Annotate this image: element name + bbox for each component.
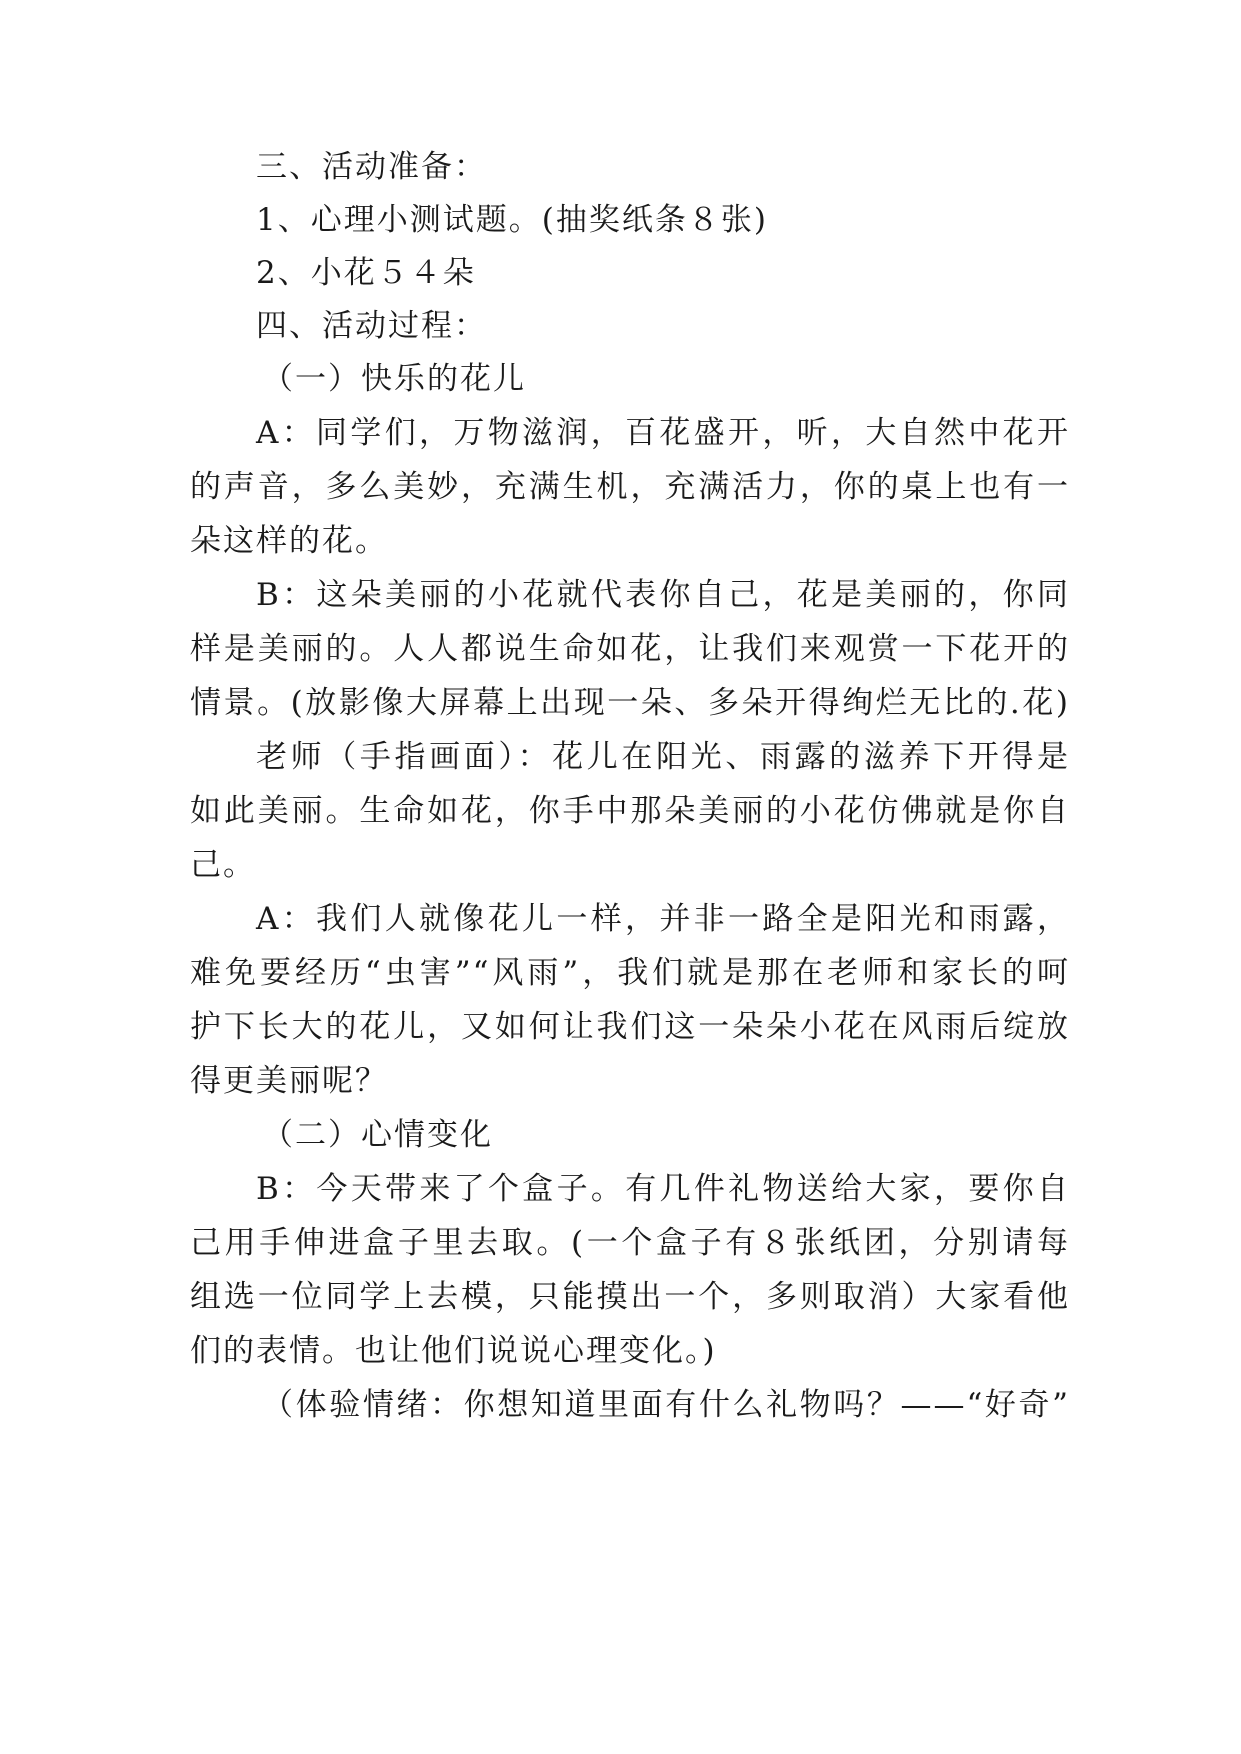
- paragraph-line: 护下长大的花儿，又如何让我们这一朵朵小花在风雨后绽放: [190, 1009, 1070, 1045]
- paragraph-line: （体验情绪：你想知道里面有什么礼物吗？——“好奇”: [262, 1387, 1070, 1423]
- paragraph-line: 样是美丽的。人人都说生命如花，让我们来观赏一下花开的: [190, 631, 1070, 667]
- paragraph-line: 难免要经历“虫害”“风雨”，我们就是那在老师和家长的呵: [190, 955, 1070, 991]
- subsection-heading-happy-flowers: （一）快乐的花儿: [262, 361, 526, 397]
- paragraph-line: B：今天带来了个盒子。有几件礼物送给大家，要你自: [256, 1171, 1070, 1207]
- paragraph-line: 组选一位同学上去模，只能摸出一个，多则取消）大家看他: [190, 1279, 1070, 1315]
- paragraph-line: 的声音，多么美妙，充满生机，充满活力，你的桌上也有一: [190, 469, 1070, 505]
- paragraph-line: 己。: [190, 847, 256, 883]
- paragraph-line: A：同学们，万物滋润，百花盛开，听，大自然中花开: [256, 415, 1070, 451]
- paragraph-line: 情景。(放影像大屏幕上出现一朵、多朵开得绚烂无比的.花): [190, 685, 1070, 721]
- preparation-item-1: 1、心理小测试题。(抽奖纸条８张): [256, 202, 768, 238]
- subsection-heading-mood-change: （二）心情变化: [262, 1117, 493, 1153]
- paragraph-line: B：这朵美丽的小花就代表你自己，花是美丽的，你同: [256, 577, 1070, 613]
- section-heading-preparation: 三、活动准备：: [256, 149, 487, 185]
- paragraph-line: 己用手伸进盒子里去取。(一个盒子有８张纸团，分别请每: [190, 1225, 1070, 1261]
- paragraph-line: 朵这样的花。: [190, 523, 388, 559]
- paragraph-line: 们的表情。也让他们说说心理变化。): [190, 1333, 717, 1369]
- section-heading-process: 四、活动过程：: [256, 308, 487, 344]
- preparation-item-2: 2、小花５４朵: [256, 255, 476, 291]
- paragraph-line: 得更美丽呢？: [190, 1063, 388, 1099]
- paragraph-line: A：我们人就像花儿一样，并非一路全是阳光和雨露，: [256, 901, 1070, 937]
- paragraph-line: 如此美丽。生命如花，你手中那朵美丽的小花仿佛就是你自: [190, 793, 1070, 829]
- paragraph-line: 老师（手指画面）：花儿在阳光、雨露的滋养下开得是: [256, 739, 1070, 775]
